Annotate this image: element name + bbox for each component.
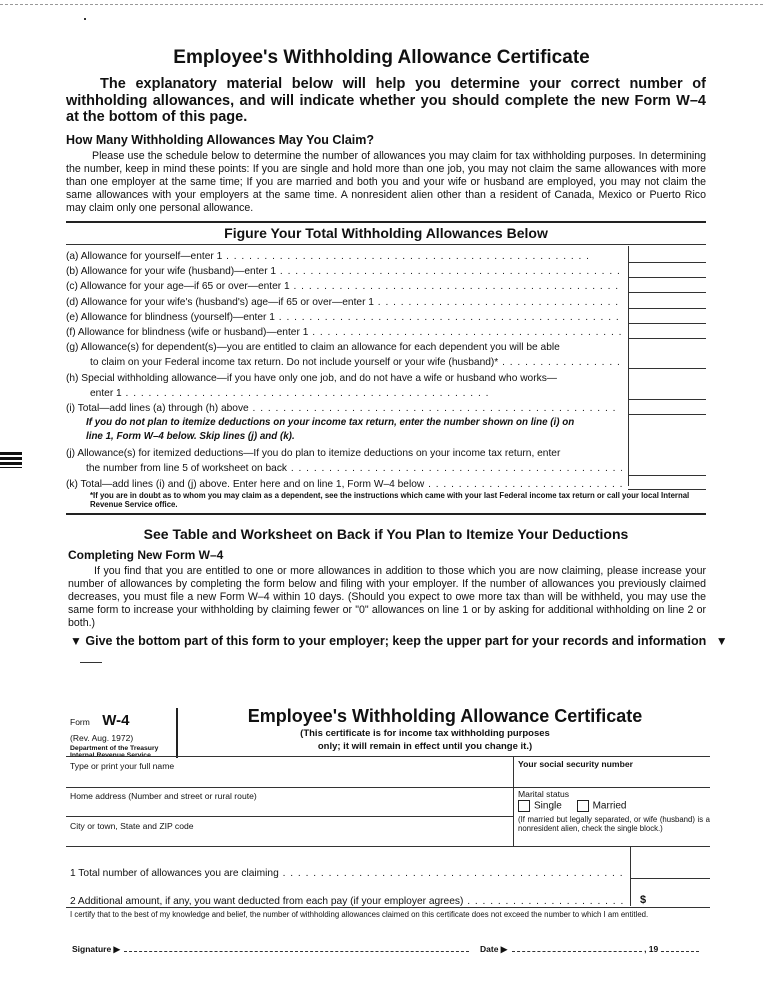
name-row-rule (66, 787, 710, 788)
figure-top-rule (66, 221, 706, 223)
date-field[interactable] (512, 951, 642, 952)
address-row-rule (66, 816, 513, 817)
single-label: Single (534, 800, 562, 812)
line-i: (i) Total—add lines (a) through (h) above . . (66, 402, 622, 415)
marital-status-label: Marital status (518, 789, 570, 799)
line-d: (d) Allowance for your wife's (husband's) age—if 65 or over—enter 1 . . (66, 296, 622, 309)
answer-box-h (628, 399, 706, 400)
line-k: (k) Total—add lines (i) and (j) above. Enter here and on line 1, Form W–4 below . . (66, 478, 622, 491)
form-header-rule (66, 756, 710, 757)
answer-box-d (628, 308, 706, 309)
year-field[interactable] (661, 951, 699, 952)
form-word: Form (70, 717, 90, 727)
married-checkbox[interactable] (577, 800, 589, 812)
ssn-field[interactable] (514, 770, 710, 784)
form-subtitle-2: only; it will remain in effect until you change it.) (317, 741, 533, 752)
department-line: Department of the Treasury (70, 745, 159, 752)
certification-text: I certify that to the best of my knowledge and belief, the number of withholding allowances claimed on this certificate does not exceed the number to which I am entitled. (70, 910, 649, 919)
address-label: Home address (Number and street or rural route) (70, 791, 257, 801)
answer-box-f (628, 338, 706, 339)
line-g-2: to claim on your Federal income tax return. Do not include yourself or your wife (husband)* . . (90, 356, 622, 369)
completing-text: If you find that you are entitled to one or more allowances in addition to those which you are now claiming, please increase your number of allowances by completing the form below and filing with your employer. If the number of allowances you previously claimed decreases, you must file a new Form W–4 within 10 days. (Should you expect to owe more tax than will be withheld, you may use the same form to increase your withholding by claiming fewer or "0" allowances on line 1 or by asking for additional withholding on line 2 or both.) (68, 565, 706, 629)
line-2-rule (66, 907, 710, 908)
form-title: Employee's Withholding Allowance Certificate (247, 706, 643, 726)
signature-label: Signature ▶ (72, 944, 121, 954)
scan-dot (84, 18, 86, 20)
line-j-2: the number from line 5 of worksheet on back . . (86, 462, 622, 475)
line-i-note-2: line 1, Form W–4 below. Skip lines (j) and (k). (86, 431, 295, 442)
answer-box-c (628, 292, 706, 293)
ssn-label: Your social security number (518, 759, 633, 769)
scan-edge-line (0, 4, 763, 5)
line-1-rule (630, 878, 710, 879)
city-field[interactable] (66, 832, 512, 844)
how-many-text: Please use the schedule below to determine the number of allowances you may claim for tax withholding purposes. In determining the number, keep in mind these points: If you are single and hold more than one job, you may not claim the same allowances with more than one employer at the same time; If you are married and both you and your wife or husband are employed, you may not claim the same allowances with your employers at the same time. A nonresident alien other than a resident of Canada, Mexico or Puerto Rico may claim only one personal allowance. (66, 150, 706, 214)
line-j-1: (j) Allowance(s) for itemized deductions—If you do plan to itemize deductions on your income tax return, enter (66, 448, 561, 459)
completing-heading: Completing New Form W–4 (68, 548, 224, 562)
form-subtitle-1: (This certificate is for income tax withholding purposes (300, 728, 550, 739)
how-many-heading: How Many Withholding Allowances May You Claim? (66, 133, 375, 147)
answer-box-a (628, 262, 706, 263)
short-mark (80, 662, 102, 663)
name-label: Type or print your full name (70, 761, 175, 771)
line-g-1: (g) Allowance(s) for dependent(s)—you are entitled to claim an allowance for each dependent you will be able (66, 342, 560, 353)
answer-box-i (628, 414, 706, 415)
line-h-2: enter 1 . . (90, 387, 622, 400)
marital-options (518, 800, 627, 812)
line-h-1: (h) Special withholding allowance—if you have only one job, and do not have a wife or husband who works— (66, 373, 557, 384)
answer-box-j (628, 475, 706, 476)
figure-bottom-rule (66, 244, 706, 245)
additional-amount-field[interactable] (650, 891, 710, 907)
line-2-additional-amount: 2 Additional amount, if any, you want deducted from each pay (if your employer agrees) . . (70, 895, 626, 908)
line-b: (b) Allowance for your wife (husband)—enter 1 . . (66, 265, 622, 278)
figure-heading: Figure Your Total Withholding Allowances Below (224, 225, 548, 241)
answer-box-b (628, 277, 706, 278)
scan-mark (0, 452, 22, 468)
address-field[interactable] (66, 802, 512, 816)
answer-box-e (628, 323, 706, 324)
date-label: Date ▶ (480, 944, 508, 954)
dependent-footnote: *If you are in doubt as to whom you may claim as a dependent, see the instructions which came with your last Federal income tax return or call your local Internal Revenue Service office. (90, 491, 690, 509)
date-line (480, 944, 699, 955)
line-1-allowances: 1 Total number of allowances you are claiming . . (70, 867, 626, 880)
signature-field[interactable] (124, 951, 469, 952)
form-revision: (Rev. Aug. 1972) (70, 733, 134, 743)
footnote-rule (66, 513, 706, 515)
give-instruction: ▼ Give the bottom part of this form to your employer; keep the upper part for your records and information ▼ (70, 634, 728, 648)
marital-note: (If married but legally separated, or wife (husband) is a nonresident alien, check the single block.) (518, 815, 710, 833)
allowances-field[interactable] (632, 862, 710, 878)
intro-text: The explanatory material below will help you determine your correct number of withholding allowances, and will indicate whether you should complete the new Form W–4 at the bottom of this page. (66, 76, 706, 125)
dollar-sign: $ (640, 894, 647, 906)
single-checkbox[interactable] (518, 800, 530, 812)
see-table-heading: See Table and Worksheet on Back if You Plan to Itemize Your Deductions (143, 526, 629, 542)
answer-box-k (628, 489, 706, 490)
down-triangle-icon: ▼ (715, 634, 728, 648)
signature-line (72, 944, 469, 955)
form-id-divider (176, 708, 178, 758)
down-triangle-icon: ▼ (70, 634, 82, 648)
line-a: (a) Allowance for yourself—enter 1 . . (66, 250, 622, 263)
page-title: Employee's Withholding Allowance Certificate (173, 47, 590, 68)
answer-column-rule (628, 246, 629, 486)
line-i-note-1: If you do not plan to itemize deductions on your income tax return, enter the number shown on line (i) on (86, 417, 575, 428)
city-row-rule (66, 846, 710, 847)
year-label: , 19 (644, 944, 659, 954)
service-line: Internal Revenue Service (70, 752, 151, 759)
line-c: (c) Allowance for your age—if 65 or over—enter 1 . . (66, 280, 622, 293)
form-number: W-4 (102, 712, 130, 729)
name-field[interactable] (66, 772, 512, 786)
form-id-block (70, 712, 174, 759)
city-label: City or town, State and ZIP code (70, 821, 194, 831)
answer-box-g (628, 368, 706, 369)
line-e: (e) Allowance for blindness (yourself)—enter 1 . . (66, 311, 622, 324)
married-label: Married (592, 800, 627, 812)
amount-column-rule (630, 846, 631, 906)
line-f: (f) Allowance for blindness (wife or husband)—enter 1 . . (66, 326, 622, 339)
